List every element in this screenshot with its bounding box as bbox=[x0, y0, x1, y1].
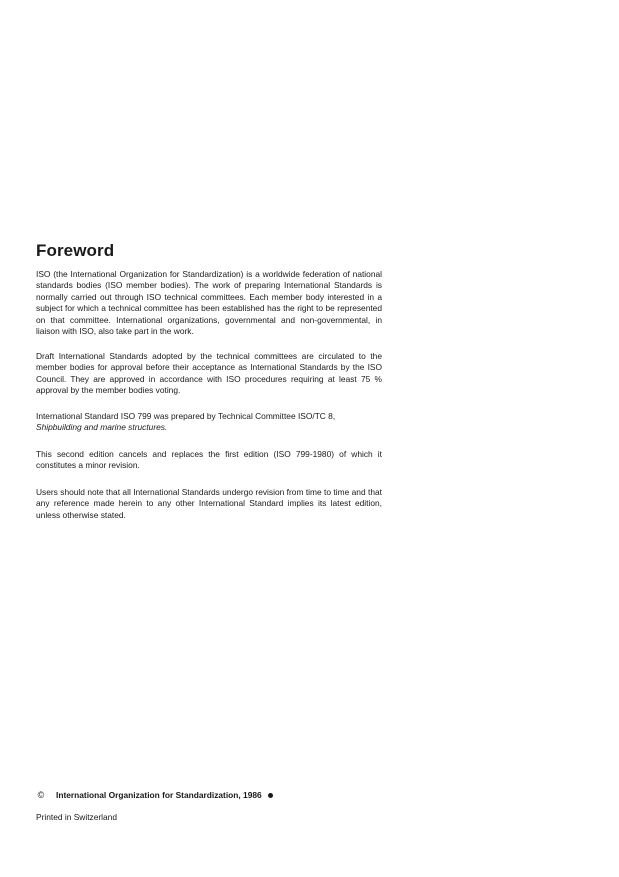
copyright-text: International Organization for Standardization, 1986 bbox=[56, 790, 273, 800]
paragraph-edition-note: This second edition cancels and replaces the first edition (ISO 799-1980) of which it constitutes a minor revision. bbox=[36, 449, 382, 471]
committee-title: Shipbuilding and marine structures. bbox=[36, 422, 168, 433]
copyright-line bbox=[36, 790, 273, 800]
bullet-icon bbox=[268, 793, 273, 798]
paragraph-iso-description: ISO (the International Organization for Standardization) is a worldwide federation of national standards bodies (ISO member bodies). The work of preparing International Standards is normally carried out through ISO technical committees. Each member body interested in a subject for which a technical committee has been established has the right to be represented on that committee. International organizations, governmental and non-governmental, in liaison with ISO, also take part in the work. bbox=[36, 269, 382, 337]
page-title: Foreword bbox=[36, 241, 115, 260]
prepared-by-text: International Standard ISO 799 was prepared by Technical Committee ISO/TC 8, bbox=[36, 411, 336, 421]
paragraph-prepared-by bbox=[36, 411, 382, 434]
copyright-icon: © bbox=[37, 790, 45, 800]
paragraph-revision-note: Users should note that all International Standards undergo revision from time to time and that any reference made herein to any other International Standard implies its latest edition, unless otherwise stated. bbox=[36, 487, 382, 520]
printed-location: Printed in Switzerland bbox=[36, 812, 117, 822]
paragraph-draft-standards: Draft International Standards adopted by the technical committees are circulated to the member bodies for approval before their acceptance as International Standards by the ISO Council. They are approved in accordance with ISO procedures requiring at least 75 % approval by the member bodies voting. bbox=[36, 351, 382, 396]
